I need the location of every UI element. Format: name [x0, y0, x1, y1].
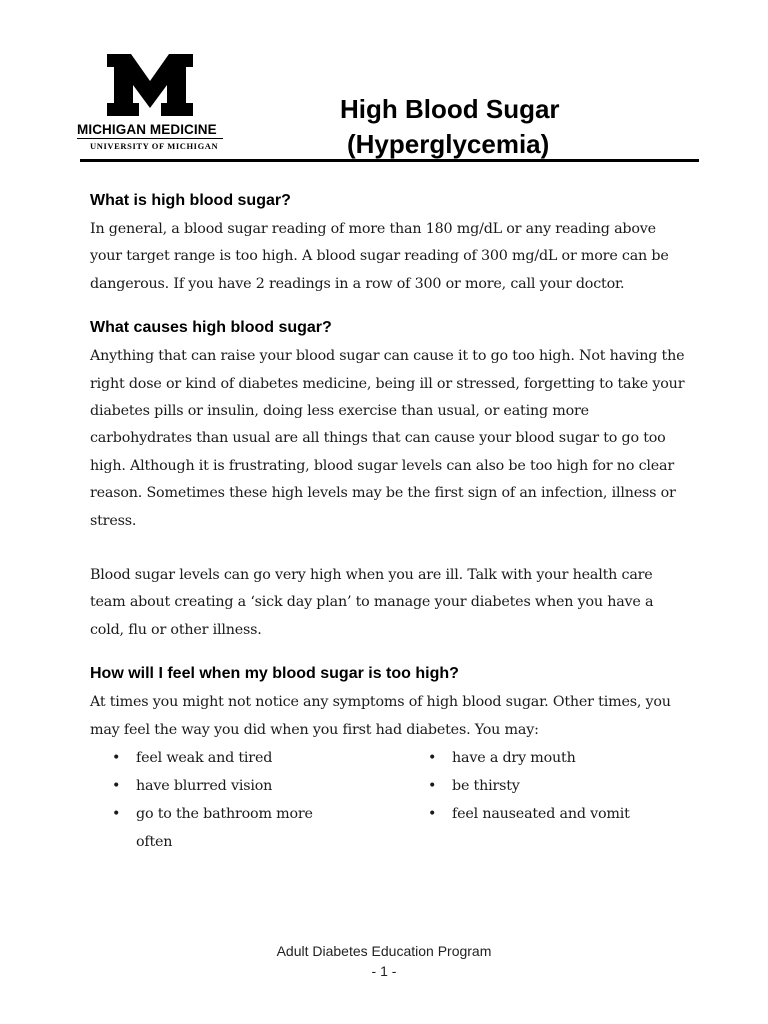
document-body — [90, 190, 690, 854]
symptom-list — [90, 744, 690, 854]
list-item: • have blurred vision — [112, 772, 342, 800]
list-item: • go to the bathroom more often — [112, 800, 342, 856]
block-m-icon — [107, 54, 193, 116]
page-footer — [0, 941, 768, 981]
section-paragraph: Anything that can raise your blood sugar can cause it to go too high. Not having the right dose or kind of diabetes medicine, being ill or stressed, forgetting to take your diabetes pills or insulin, doing less exercise than usual, or eating more carbohydrates than usual are all things that can cause your blood sugar to go too high. Although it is frustrating, blood sugar levels can also be too high for no clear reason. Sometimes these high levels may be the first sign of an infection, illness or stress. — [90, 348, 685, 529]
section-paragraph: In general, a blood sugar reading of more than 180 mg/dL or any reading above your target range is too high. A blood sugar reading of 300 mg/dL or more can be dangerous. If you have 2 readings in a row of 300 or more, call your doctor. — [90, 221, 669, 292]
page-title — [340, 92, 560, 162]
list-item: • feel nauseated and vomit — [428, 800, 658, 828]
michigan-medicine-logo — [77, 54, 227, 151]
section-heading: What causes high blood sugar? — [90, 319, 332, 337]
symptom-column-right — [428, 744, 658, 828]
list-item: • feel weak and tired — [112, 744, 342, 772]
section-paragraph: Blood sugar levels can go very high when you are ill. Talk with your health care team about creating a ‘sick day plan’ to manage your diabetes when you have a cold, flu or other illness. — [90, 567, 654, 638]
logo-sub-text: UNIVERSITY OF MICHIGAN — [90, 141, 219, 151]
logo-divider — [77, 138, 223, 139]
section-heading: What is high blood sugar? — [90, 192, 291, 209]
footer-program: Adult Diabetes Education Program — [276, 943, 492, 959]
header-rule — [80, 159, 699, 162]
section-heading: How will I feel when my blood sugar is too high? — [90, 665, 459, 683]
list-item: • be thirsty — [428, 772, 658, 800]
bullet-icon: • — [112, 750, 121, 767]
title-line-2: (Hyperglycemia) — [347, 129, 550, 159]
bullet-icon: • — [112, 778, 121, 795]
symptom-column-left — [112, 744, 342, 856]
bullet-icon: • — [428, 750, 437, 767]
logo-brand-text: MICHIGAN MEDICINE — [77, 122, 217, 137]
bullet-icon: • — [428, 806, 437, 823]
bullet-icon: • — [112, 806, 121, 823]
page-number: - 1 - — [371, 963, 397, 979]
bullet-icon: • — [428, 778, 437, 795]
section-paragraph: At times you might not notice any symptoms of high blood sugar. Other times, you may feel the way you did when you first had diabetes. You may: — [90, 694, 671, 738]
list-item: • have a dry mouth — [428, 744, 658, 772]
title-line-1: High Blood Sugar — [340, 94, 560, 124]
